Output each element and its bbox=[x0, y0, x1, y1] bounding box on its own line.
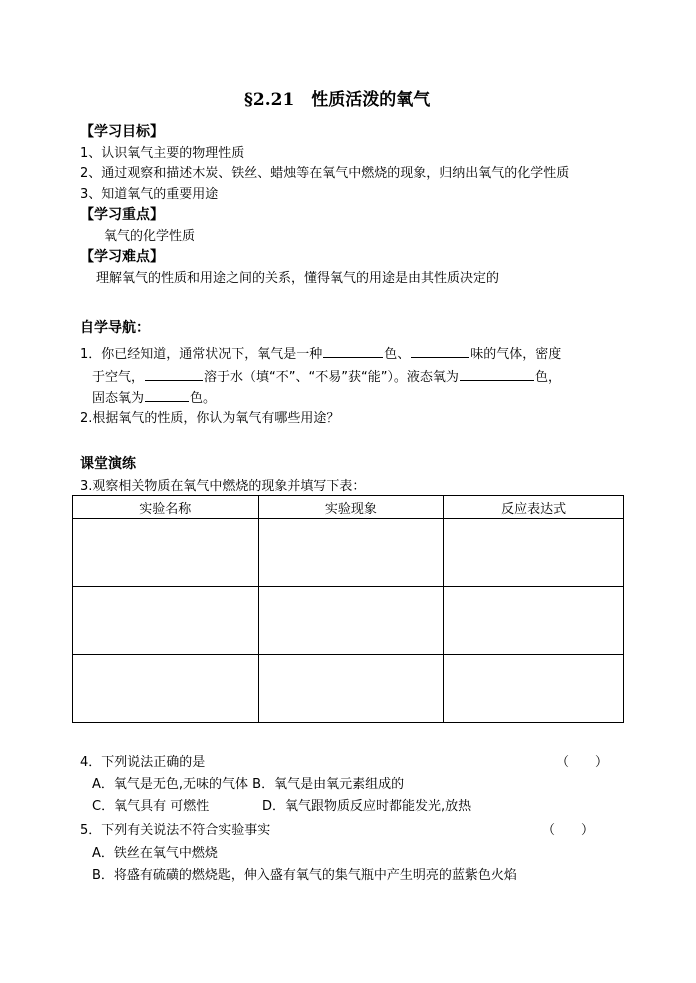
table-cell[interactable] bbox=[444, 519, 624, 587]
header-experiment-name: 实验名称 bbox=[73, 496, 259, 519]
question-4-answer-bracket[interactable]: （ ） bbox=[556, 755, 609, 770]
difficulties-text: 理解氧气的性质和用途之间的关系，懂得氧气的用途是由其性质决定的 bbox=[96, 271, 500, 286]
question-4-option-d: D．氧气跟物质反应时都能发光,放热 bbox=[262, 799, 472, 814]
question-1-line-3 bbox=[92, 389, 216, 407]
q1-blank-smell[interactable] bbox=[411, 345, 469, 358]
table-row bbox=[73, 587, 624, 655]
question-2: 2.根据氧气的性质，你认为氧气有哪些用途？ bbox=[80, 411, 340, 426]
q1-text-e: 溶于水（填“不”、“不易”获“能”）。液态氧为 bbox=[204, 370, 459, 385]
q1-text-h: 色。 bbox=[190, 391, 217, 406]
q1-text-g: 固态氧为 bbox=[92, 391, 145, 406]
objectives-heading: 【学习目标】 bbox=[80, 124, 164, 140]
header-reaction-expression: 反应表达式 bbox=[444, 496, 624, 519]
q1-text-d: 于空气， bbox=[92, 370, 145, 385]
key-points-text: 氧气的化学性质 bbox=[104, 229, 196, 244]
table-header-row bbox=[73, 496, 624, 519]
question-5-answer-bracket[interactable]: （ ） bbox=[542, 823, 595, 838]
difficulties-heading: 【学习难点】 bbox=[80, 249, 164, 265]
question-5-stem: 5．下列有关说法不符合实验事实 bbox=[80, 823, 271, 838]
question-4-stem: 4．下列说法正确的是 bbox=[80, 755, 206, 770]
observation-table bbox=[72, 495, 624, 723]
table-cell[interactable] bbox=[73, 655, 259, 723]
question-1-line-2 bbox=[92, 368, 561, 386]
table-cell[interactable] bbox=[73, 519, 259, 587]
q1-text-c: 味的气体，密度 bbox=[470, 347, 562, 362]
objective-item-2: 2、通过观察和描述木炭、铁丝、蜡烛等在氧气中燃烧的现象，归纳出氧气的化学性质 bbox=[80, 166, 570, 181]
question-4-option-ab: A．氧气是无色,无味的气体 B．氧气是由氧元素组成的 bbox=[92, 777, 405, 792]
table-cell[interactable] bbox=[444, 587, 624, 655]
classroom-heading: 课堂演练 bbox=[80, 456, 136, 472]
q1-blank-solid-color[interactable] bbox=[145, 389, 189, 402]
objective-item-1: 1、认识氧气主要的物理性质 bbox=[80, 146, 245, 161]
table-row bbox=[73, 655, 624, 723]
self-study-heading: 自学导航： bbox=[80, 320, 150, 336]
question-1-line-1 bbox=[80, 345, 561, 363]
key-points-heading: 【学习重点】 bbox=[80, 207, 164, 223]
page-title: §2.21 性质活泼的氧气 bbox=[244, 90, 431, 110]
q1-text-a: 1．你已经知道，通常状况下，氧气是一种 bbox=[80, 347, 323, 362]
question-5-option-b: B．将盛有硫磺的燃烧匙，伸入盛有氧气的集气瓶中产生明亮的蓝紫色火焰 bbox=[92, 868, 517, 883]
table-cell[interactable] bbox=[258, 519, 444, 587]
q1-text-b: 色、 bbox=[384, 347, 411, 362]
table-cell[interactable] bbox=[444, 655, 624, 723]
q1-blank-color[interactable] bbox=[323, 345, 383, 358]
q1-blank-density[interactable] bbox=[145, 368, 203, 381]
question-3: 3.观察相关物质在氧气中燃烧的现象并填写下表： bbox=[80, 479, 366, 494]
table-row bbox=[73, 519, 624, 587]
table-cell[interactable] bbox=[258, 587, 444, 655]
header-experiment-phenomenon: 实验现象 bbox=[258, 496, 444, 519]
q1-text-f: 色， bbox=[534, 370, 561, 385]
question-5-option-a: A．铁丝在氧气中燃烧 bbox=[92, 846, 218, 861]
objective-item-3: 3、知道氧气的重要用途 bbox=[80, 187, 219, 202]
table-cell[interactable] bbox=[258, 655, 444, 723]
q1-blank-liquid-color[interactable] bbox=[460, 368, 534, 381]
table-cell[interactable] bbox=[73, 587, 259, 655]
question-4-option-c: C．氧气具有 可燃性 bbox=[92, 799, 210, 814]
